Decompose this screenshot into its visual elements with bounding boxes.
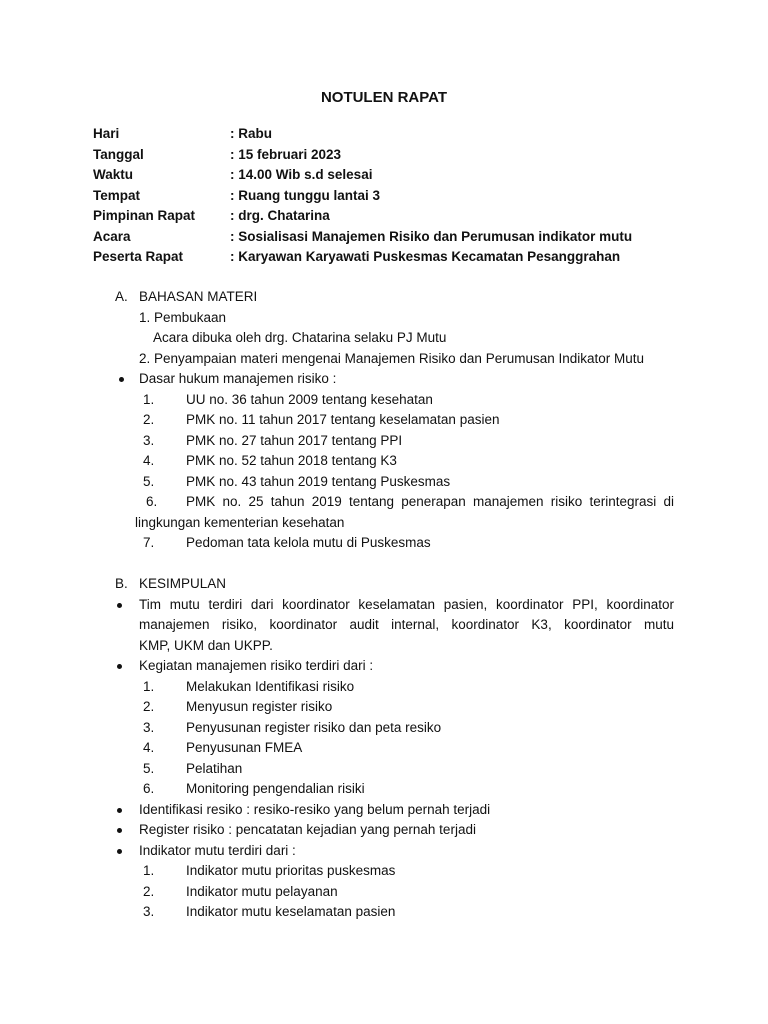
meta-value: : Ruang tunggu lantai 3 [230, 187, 380, 203]
list-item [0, 308, 768, 329]
numbered-item [0, 492, 768, 513]
item-text: PMK no. 25 tahun 2019 tentang penerapan manajemen risiko terintegrasi di [186, 494, 674, 509]
bullet-item [0, 656, 768, 677]
item-text: 2. Penyampaian materi mengenai Manajemen Risiko dan Perumusan Indikator Mutu [139, 350, 645, 366]
item-number: 5. [143, 760, 155, 776]
numbered-item [0, 718, 768, 739]
meta-label: Tempat [93, 187, 141, 203]
bullet-item [0, 595, 768, 616]
numbered-item [0, 472, 768, 493]
item-text: PMK no. 52 tahun 2018 tentang K3 [186, 453, 397, 468]
numbered-item [0, 451, 768, 472]
numbered-item [0, 533, 768, 554]
bullet-item-continuation [0, 615, 768, 636]
bullet-item [0, 800, 768, 821]
item-number: 2. [143, 883, 155, 899]
item-text: Indikator mutu terdiri dari : [139, 842, 296, 858]
item-text: Penyusunan FMEA [186, 740, 303, 755]
item-text: Monitoring pengendalian risiki [186, 781, 365, 796]
meta-value: : Rabu [230, 126, 272, 141]
section-a-heading [0, 287, 768, 308]
numbered-item [0, 697, 768, 718]
item-number: 4. [143, 740, 155, 755]
item-number: 1. [143, 863, 155, 878]
item-text: Dasar hukum manajemen risiko : [139, 371, 337, 386]
bullet-item [0, 369, 768, 390]
section-letter: B. [115, 576, 128, 591]
bullet-icon [117, 849, 122, 854]
item-text: lingkungan kementerian kesehatan [135, 514, 345, 530]
item-text: Tim mutu terdiri dari koordinator keselamatan pasien, koordinator PPI, koordinator [139, 596, 674, 612]
meta-label: Tanggal [93, 146, 144, 162]
item-text: Menyusun register risiko [186, 699, 333, 714]
bullet-icon [117, 808, 122, 813]
item-number: 6. [143, 781, 155, 796]
numbered-item [0, 677, 768, 698]
bullet-icon [117, 828, 122, 833]
item-text: Pedoman tata kelola mutu di Puskesmas [186, 535, 431, 550]
list-item [0, 328, 768, 349]
item-text: UU no. 36 tahun 2009 tentang kesehatan [186, 391, 433, 407]
bullet-item [0, 841, 768, 862]
bullet-icon [117, 664, 122, 669]
item-number: 4. [143, 453, 155, 468]
section-title: KESIMPULAN [139, 576, 227, 591]
meta-row-acara [93, 227, 693, 248]
item-number: 5. [143, 473, 155, 489]
numbered-item [0, 738, 768, 759]
numbered-item [0, 410, 768, 431]
meta-label: Peserta Rapat [93, 249, 184, 264]
item-text: PMK no. 11 tahun 2017 tentang keselamatan pasien [186, 412, 500, 427]
meta-label: Acara [93, 228, 131, 244]
item-text: PMK no. 43 tahun 2019 tentang Puskesmas [186, 473, 451, 489]
meta-row-waktu [93, 165, 693, 186]
meta-value: : Karyawan Karyawati Puskesmas Kecamatan Pesanggrahan [230, 249, 621, 264]
numbered-item [0, 861, 768, 882]
item-text: Identifikasi resiko : resiko-resiko yang belum pernah terjadi [139, 801, 491, 817]
item-text: Register risiko : pencatatan kejadian yang pernah terjadi [139, 822, 476, 837]
item-number: 1. [143, 391, 155, 407]
meta-label: Pimpinan Rapat [93, 208, 196, 223]
item-text: Indikator mutu prioritas puskesmas [186, 863, 396, 878]
meta-row-tanggal [93, 145, 693, 166]
item-number: 6. [146, 494, 158, 509]
numbered-item [0, 902, 768, 923]
item-number: 1. [143, 678, 155, 694]
item-text: Indikator mutu keselamatan pasien [186, 904, 396, 919]
item-text: Acara dibuka oleh drg. Chatarina selaku PJ Mutu [153, 330, 447, 345]
list-item [0, 349, 768, 370]
item-number: 3. [143, 904, 155, 919]
item-text: Pelatihan [186, 760, 243, 776]
meta-row-tempat [93, 186, 693, 207]
meta-row-hari [93, 124, 693, 145]
bullet-icon [117, 603, 122, 608]
section-b-heading [0, 574, 768, 595]
item-text: PMK no. 27 tahun 2017 tentang PPI [186, 432, 403, 448]
meta-value: : 15 februari 2023 [230, 146, 342, 162]
bullet-item-continuation [0, 636, 768, 657]
document-title: NOTULEN RAPAT [320, 89, 448, 106]
numbered-item [0, 882, 768, 903]
meta-row-pimpinan [93, 206, 693, 227]
meeting-info [93, 124, 693, 268]
item-text: Kegiatan manajemen risiko terdiri dari : [139, 658, 374, 673]
item-number: 7. [143, 535, 155, 550]
item-number: 2. [143, 699, 155, 714]
section-title: BAHASAN MATERI [139, 289, 258, 304]
numbered-item [0, 779, 768, 800]
numbered-item [0, 759, 768, 780]
numbered-item-continuation [0, 513, 768, 534]
meta-label: Hari [93, 126, 120, 141]
item-text: manajemen risiko, koordinator audit internal, koordinator K3, koordinator mutu [139, 617, 674, 632]
meta-label: Waktu [93, 167, 133, 182]
meta-value: : 14.00 Wib s.d selesai [230, 167, 373, 182]
item-text: KMP, UKM dan UKPP. [139, 637, 273, 653]
item-number: 3. [143, 432, 155, 448]
spacer [0, 554, 768, 575]
item-text: Indikator mutu pelayanan [186, 883, 338, 899]
numbered-item [0, 431, 768, 452]
item-text: 1. Pembukaan [139, 309, 227, 325]
item-text: Melakukan Identifikasi risiko [186, 678, 355, 694]
section-letter: A. [115, 289, 128, 304]
item-text: Penyusunan register risiko dan peta resiko [186, 719, 442, 735]
bullet-icon [119, 377, 124, 382]
bullet-item [0, 820, 768, 841]
meta-row-peserta [93, 247, 693, 268]
meta-value: : drg. Chatarina [230, 208, 330, 223]
meta-value: : Sosialisasi Manajemen Risiko dan Perumusan indikator mutu [230, 228, 633, 244]
item-number: 3. [143, 719, 155, 735]
minutes-body [0, 287, 768, 923]
item-number: 2. [143, 412, 155, 427]
numbered-item [0, 390, 768, 411]
